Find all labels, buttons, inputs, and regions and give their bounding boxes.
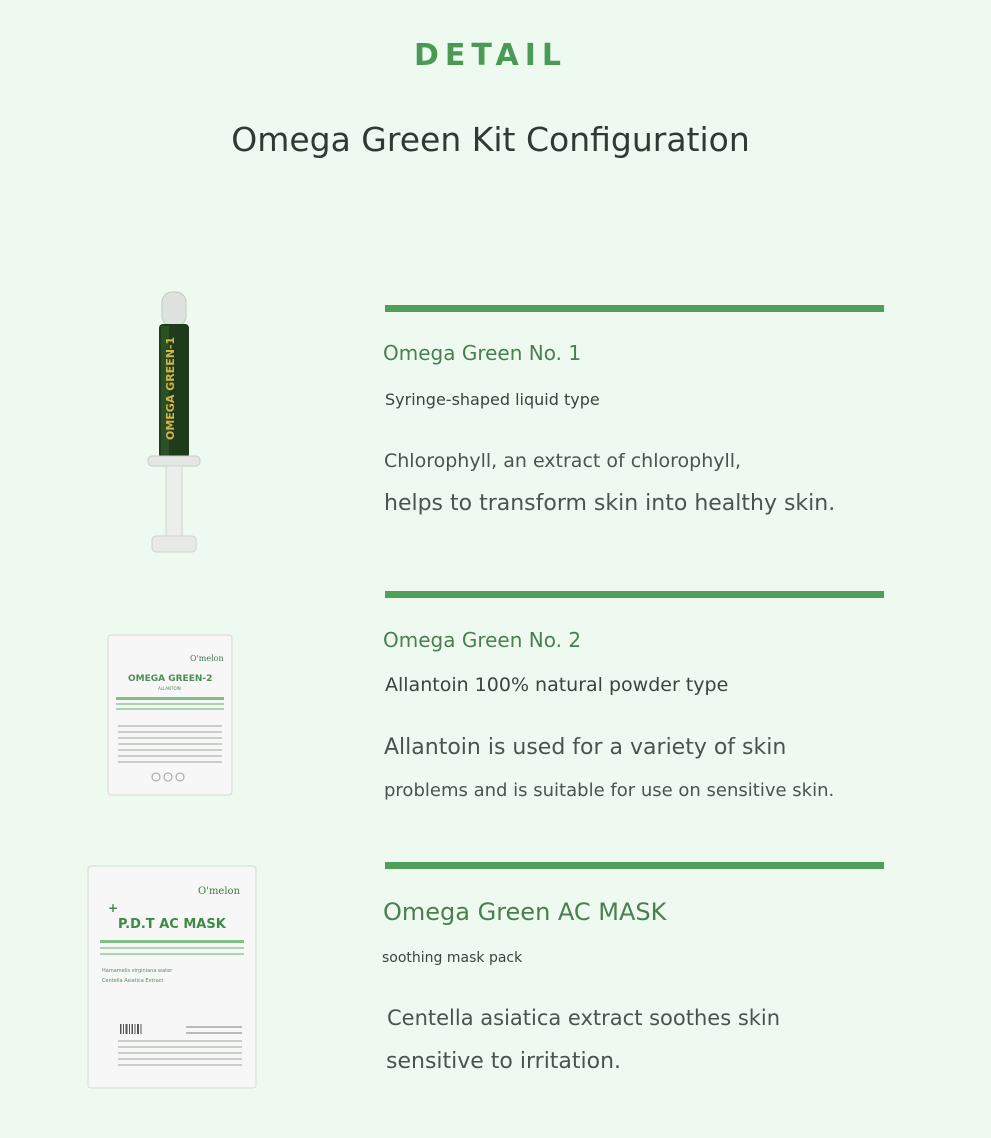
syringe-label: OMEGA GREEN-1 [164,336,177,440]
sachet-label: OMEGA GREEN-2 [128,674,213,684]
mask-pack-icon [86,864,258,1090]
plus-icon: + [108,901,119,915]
product-1-description-line-1: Chlorophyll, an extract of chlorophyll, [384,450,742,472]
powder-sachet-icon [106,633,234,797]
product-3-description-line-1: Centella asiatica extract soothes skin [387,1006,781,1030]
product-3-description-line-2: sensitive to irritation. [386,1049,622,1074]
product-3-type: soothing mask pack [382,950,523,966]
product-image-powder-sachet [106,633,234,797]
mask-ingredient-1: Hamamelis virginiana water [102,968,173,974]
section-eyebrow: DETAIL [413,38,568,73]
page-title: Omega Green Kit Configuration [231,120,750,159]
product-1-divider [385,305,884,312]
mask-ingredient-2: Centella Asiatica Extract [102,978,164,984]
mask-label: P.D.T AC MASK [118,917,226,932]
product-2-description-line-1: Allantoin is used for a variety of skin [384,735,787,760]
sachet-sublabel: ALLANTOIN [158,686,181,691]
product-image-mask-pack [86,864,258,1090]
sachet-brand: O'melon [190,654,224,663]
product-2-divider [385,591,884,598]
product-2-type: Allantoin 100% natural powder type [385,674,729,696]
product-2-description-line-2: problems and is suitable for use on sensitive skin. [384,780,835,801]
mask-brand: O'melon [198,886,241,897]
product-1-type: Syringe-shaped liquid type [385,390,600,409]
product-image-syringe [140,290,210,560]
syringe-icon [140,290,210,560]
product-1-name: Omega Green No. 1 [383,341,582,365]
product-2-name: Omega Green No. 2 [383,628,582,652]
product-3-divider [385,862,884,869]
product-1-description-line-2: helps to transform skin into healthy skin. [384,491,836,516]
product-3-name: Omega Green AC MASK [383,898,667,926]
